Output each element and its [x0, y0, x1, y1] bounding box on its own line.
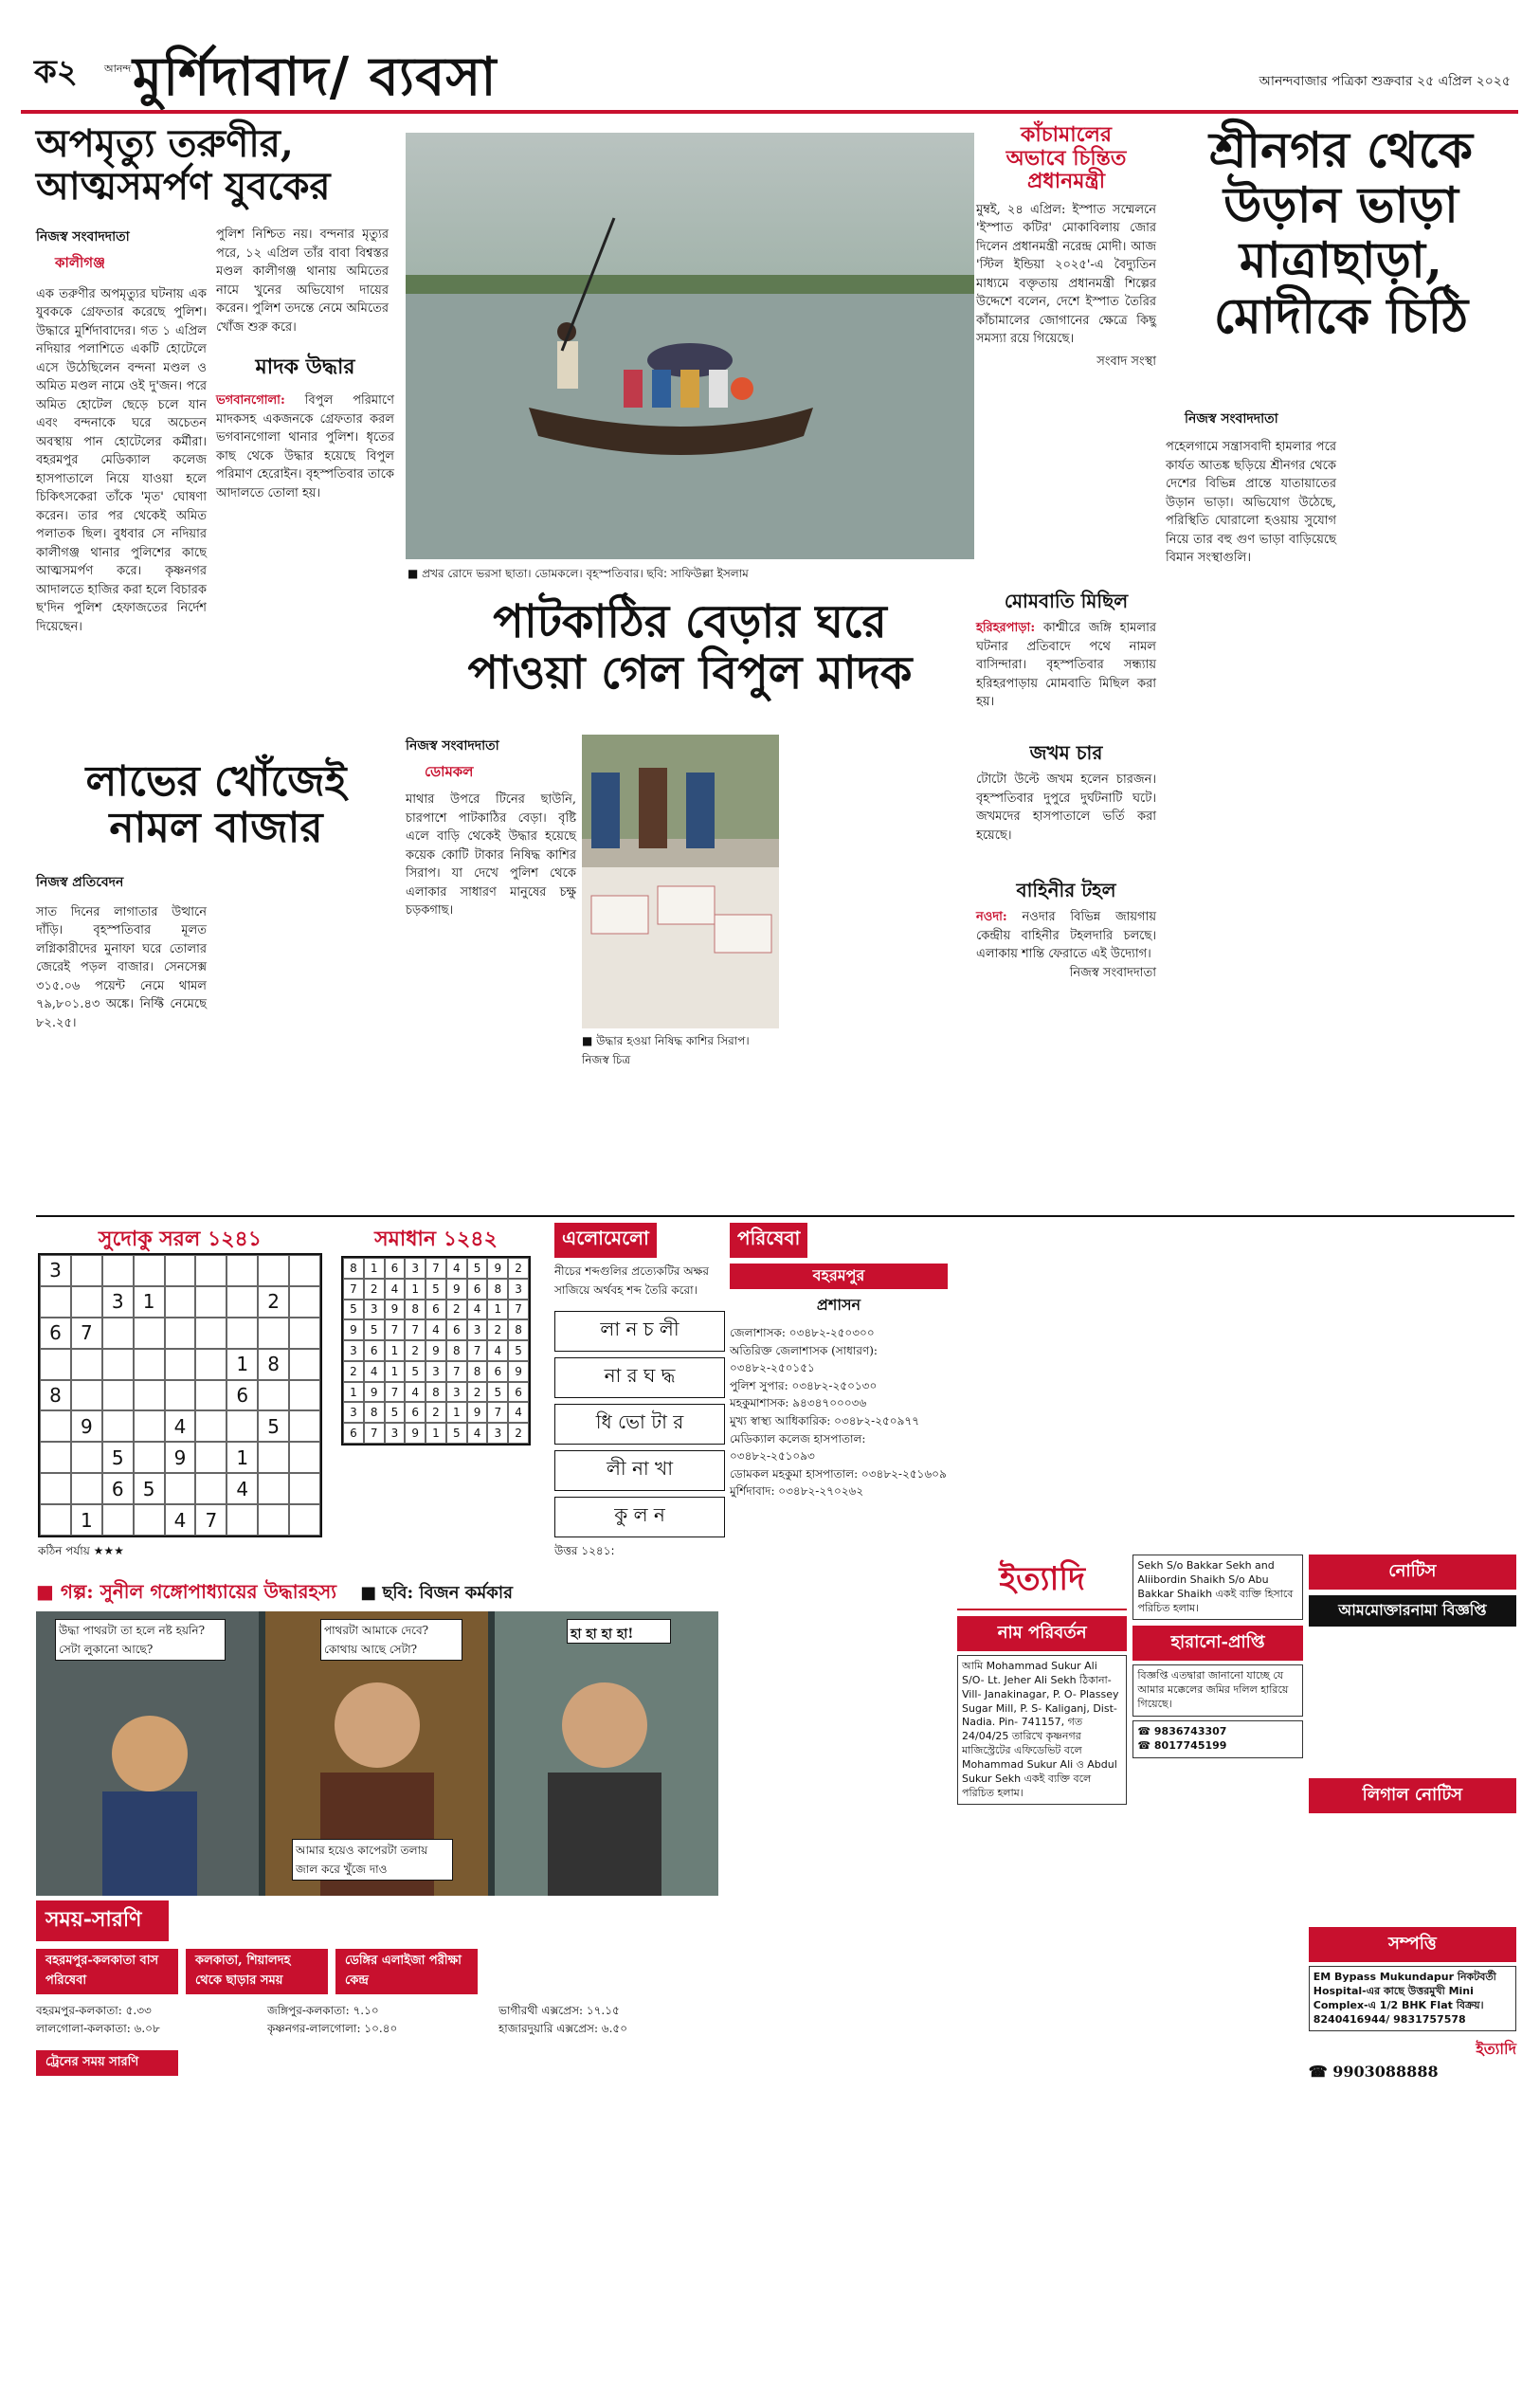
story-jute-body [406, 735, 576, 1209]
headline: অভাবে চিন্তিত [1006, 145, 1127, 171]
sudoku-cell[interactable]: 5 [102, 1442, 134, 1473]
headline: মোমবাতি মিছিল [1004, 590, 1129, 612]
story-body: সাত দিনের লাগাতার উত্থানে দাঁড়ি। বৃহস্পতিবার মূলত লগ্নিকারীদের মুনাফা ঘরে তোলার জেরেই পড়ল বাজার। সেনসেক্স ৩১৫.০৬ পয়েন্ট নেমে থামল ৭৯,৮০১.৪৩ অঙ্কে। নিফ্টি নেমেছে ৮২.২৫। [36, 904, 207, 1030]
jumble-word: ধি ভো টা র [554, 1404, 725, 1445]
solution-cell: 1 [385, 1340, 406, 1361]
sudoku-cell[interactable] [289, 1255, 320, 1286]
route-entry: বহরমপুর-কলকাতা: ৫.৩৩ [36, 2004, 152, 2017]
headline: উড়ান ভাড়া [1223, 176, 1458, 235]
sudoku-cell[interactable]: 6 [40, 1318, 71, 1349]
story-body: বিপুল পরিমাণে মাদকসহ একজনকে গ্রেফতার করল ভগবানগোলা থানার পুলিশ। ধৃতের কাছ থেকে উদ্ধার হয়েছে বিপুল পরিমাণ হেরোইন। বৃহস্পতিবার তাকে আদালতে তোলা হয়। [216, 393, 394, 500]
photo-syrup [582, 735, 779, 1028]
solution-cell: 2 [343, 1361, 364, 1382]
solution-cell: 1 [385, 1361, 406, 1382]
story-srinagar-body [1166, 408, 1516, 1024]
sudoku-cell[interactable]: 5 [134, 1473, 165, 1504]
byline: নিজস্ব সংবাদদাতা [36, 228, 130, 245]
solution-grid [341, 1256, 531, 1446]
solution-cell: 6 [405, 1402, 426, 1423]
solution-cell: 2 [508, 1423, 529, 1444]
sudoku-cell[interactable]: 1 [134, 1286, 165, 1318]
property-notice-title: আমমোক্তারনামা বিজ্ঞপ্তি [1309, 1595, 1516, 1627]
sudoku-cell[interactable]: 7 [71, 1318, 102, 1349]
story-body: নওদার বিভিন্ন জায়গায় কেন্দ্রীয় বাহিনীর টহলদারি চলছে। এলাকায় শান্তি ফেরাতে এই উদ্যোগ। [976, 910, 1156, 961]
photo-boat [406, 133, 974, 559]
solution-cell: 3 [508, 1279, 529, 1300]
subhead: মাদক উদ্ধার [255, 355, 355, 379]
story-injured [976, 739, 1156, 872]
service-entry: মহকুমাশাসক: ৯৪৩৪৭০০০৩৬ [730, 1396, 867, 1410]
headline: প্রধানমন্ত্রী [1026, 169, 1106, 194]
services-section: প্রশাসন [816, 1296, 861, 1314]
jumble-word: কু ল ন [554, 1497, 725, 1537]
sudoku-cell[interactable] [289, 1380, 320, 1411]
headline: মাত্রাছাড়া, [1239, 231, 1443, 290]
headline: জখম চার [1029, 741, 1103, 764]
speech-bubble: পাথরটা আমাকে দেবে? কোথায় আছে সেটা? [320, 1619, 462, 1661]
lost-found-title: হারানো-প্রাপ্তি [1132, 1626, 1302, 1661]
sudoku-cell[interactable] [289, 1318, 320, 1349]
timetable-title: সময়-সারণি [36, 1900, 169, 1941]
sudoku-cell[interactable] [40, 1349, 71, 1380]
sudoku-cell[interactable] [102, 1349, 134, 1380]
solution-title-text: সমাধান ১২৪২ [374, 1227, 498, 1251]
jumble-words [554, 1311, 725, 1537]
solution-cell: 2 [405, 1340, 426, 1361]
sudoku-cell[interactable] [40, 1410, 71, 1442]
story-minister [976, 123, 1156, 578]
sudoku-cell[interactable] [258, 1442, 289, 1473]
route-entry: জঙ্গিপুর-কলকাতা: ৭.১০ [267, 2004, 379, 2017]
sudoku-cell[interactable] [195, 1442, 226, 1473]
solution-cell: 3 [426, 1361, 446, 1382]
jumble-intro: নীচের শব্দগুলির প্রত্যেকটির অক্ষর সাজিয়ে অর্থবহ শব্দ তৈরি করো। [554, 1264, 710, 1297]
sudoku-cell[interactable] [40, 1473, 71, 1504]
solution-cell: 2 [446, 1300, 467, 1320]
solution-cell: 1 [343, 1382, 364, 1403]
routes-list [36, 2002, 718, 2037]
sudoku-cell[interactable]: 1 [226, 1349, 258, 1380]
byline: নিজস্ব প্রতিবেদন [36, 874, 124, 890]
jumble [554, 1223, 725, 1573]
sudoku-cell[interactable]: 4 [165, 1504, 196, 1536]
solution-cell: 1 [426, 1423, 446, 1444]
legal-notice-title: লিগাল নোটিস [1309, 1778, 1516, 1813]
dateline: হরিহরপাড়া: [976, 621, 1036, 635]
sudoku-cell[interactable] [165, 1318, 196, 1349]
headline: মোদীকে চিঠি [1213, 286, 1469, 345]
sudoku-cell[interactable] [195, 1380, 226, 1411]
comic-title: ■ গল্প: সুনীল গঙ্গোপাধ্যায়ের উদ্ধারহস্য [36, 1580, 337, 1603]
solution-cell: 6 [508, 1382, 529, 1403]
solution-cell: 7 [467, 1340, 488, 1361]
logo-mark: আনন্দ [104, 63, 132, 75]
sudoku-cell[interactable] [40, 1504, 71, 1536]
comic-art-credit: ■ ছবি: বিজন কর্মকার [360, 1583, 514, 1603]
solution-cell: 9 [426, 1340, 446, 1361]
sudoku-cell[interactable] [289, 1504, 320, 1536]
sudoku-cell[interactable]: 6 [226, 1380, 258, 1411]
sudoku-cell[interactable] [258, 1318, 289, 1349]
story-body: কাশ্মীরে জঙ্গি হামলার ঘটনার প্রতিবাদে পথে নামল বাসিন্দারা। বৃহস্পতিবার সন্ধ্যায় হরিহরপাড়ায় মোমবাতি মিছিল করা হয়। [976, 621, 1156, 709]
solution-cell: 5 [385, 1402, 406, 1423]
headline: পাটকাঠির বেড়ার ঘরে [493, 595, 887, 648]
solution-cell: 2 [467, 1382, 488, 1403]
sudoku-cell[interactable] [71, 1349, 102, 1380]
service-entry: মুর্শিদাবাদ: ০৩৪৮২-২৭০২৬২ [730, 1484, 864, 1499]
sudoku-cell[interactable] [71, 1286, 102, 1318]
sudoku-cell[interactable]: 1 [226, 1442, 258, 1473]
dateline: কালীগঞ্জ [55, 253, 105, 271]
sudoku-cell[interactable] [102, 1318, 134, 1349]
solution-cell: 7 [487, 1402, 508, 1423]
ads-column [957, 1555, 1516, 2360]
solution-cell: 5 [487, 1382, 508, 1403]
solution-cell: 1 [405, 1279, 426, 1300]
tab-train[interactable]: ট্রেনের সময় সারণি [36, 2050, 178, 2076]
sudoku-cell[interactable] [289, 1442, 320, 1473]
headline: লাভের খোঁজেই [85, 757, 347, 806]
solution-cell: 6 [487, 1361, 508, 1382]
sudoku-cell[interactable] [289, 1349, 320, 1380]
sudoku-cell[interactable] [258, 1504, 289, 1536]
edition-line: আনন্দবাজার পত্রিকা শুক্রবার ২৫ এপ্রিল ২০২৫ [1259, 74, 1511, 89]
solution-cell: 5 [446, 1423, 467, 1444]
services [730, 1223, 948, 2341]
sudoku-cell[interactable] [134, 1410, 165, 1442]
solution-cell: 7 [385, 1319, 406, 1340]
solution-cell: 4 [446, 1258, 467, 1279]
sudoku-cell[interactable]: 9 [71, 1410, 102, 1442]
story-srinagar [1166, 123, 1516, 408]
dateline: ডোমকল [425, 763, 474, 780]
sudoku-cell[interactable] [258, 1380, 289, 1411]
sudoku-cell[interactable]: 8 [258, 1349, 289, 1380]
sudoku-cell[interactable]: 2 [258, 1286, 289, 1318]
solution-cell: 4 [385, 1279, 406, 1300]
agency: সংবাদ সংস্থা [1096, 354, 1156, 369]
headline: নামল বাজার [109, 804, 323, 853]
sudoku-cell[interactable] [71, 1473, 102, 1504]
route-entry: লালগোলা-কলকাতা: ৬.০৮ [36, 2021, 160, 2035]
solution-cell: 9 [364, 1382, 385, 1403]
story-body: মাথার উপরে টিনের ছাউনি, চারপাশে পাটকাঠির বেড়া। বৃষ্টি এলে বাড়ি থেকেই উদ্ধার হয়েছে কয়েক কোটি টাকার নিষিদ্ধ কাশির সিরাপ। যা দেখে পুলিশ থেকে এলাকার সাধারণ মানুষের চক্ষু চড়কগাছ। [406, 792, 576, 918]
solution-cell: 8 [508, 1319, 529, 1340]
solution-cell: 8 [487, 1279, 508, 1300]
sudoku-cell[interactable] [289, 1473, 320, 1504]
solution-cell: 3 [405, 1258, 426, 1279]
sudoku-cell[interactable]: 3 [40, 1255, 71, 1286]
sudoku-cell[interactable] [134, 1504, 165, 1536]
solution-cell: 4 [508, 1402, 529, 1423]
sudoku-cell[interactable] [102, 1380, 134, 1411]
sudoku-cell[interactable] [226, 1286, 258, 1318]
property-title: সম্পত্তি [1309, 1927, 1516, 1962]
solution-cell: 9 [467, 1402, 488, 1423]
solution-cell: 9 [446, 1279, 467, 1300]
solution-cell: 6 [426, 1300, 446, 1320]
headline: অপমৃত্যু তরুণীর, [36, 121, 294, 166]
solution-cell: 5 [426, 1279, 446, 1300]
photo-caption: ■ প্রখর রোদে ভরসা ছাতা। ডোমকলে। বৃহস্পতিবার। ছবি: সাফিউল্লা ইসলাম [408, 567, 749, 580]
byline: নিজস্ব সংবাদদাতা [406, 738, 499, 754]
solution-cell: 7 [343, 1279, 364, 1300]
headline: শ্রীনগর থেকে [1209, 121, 1473, 179]
name-change-title: নাম পরিবর্তন [957, 1616, 1127, 1651]
solution-cell: 1 [364, 1258, 385, 1279]
boat-scene-image [406, 133, 974, 559]
sudoku-cell[interactable] [40, 1442, 71, 1473]
sudoku-cell[interactable]: 4 [226, 1473, 258, 1504]
story-jute [406, 597, 974, 720]
solution-cell: 6 [446, 1319, 467, 1340]
solution-cell: 9 [343, 1319, 364, 1340]
solution-cell: 3 [385, 1423, 406, 1444]
story-candle [976, 588, 1156, 730]
sudoku-cell[interactable] [195, 1318, 226, 1349]
sudoku-cell[interactable] [71, 1442, 102, 1473]
sudoku-cell[interactable] [134, 1255, 165, 1286]
headline: বাহিনীর টহল [1016, 879, 1116, 901]
solution-cell: 6 [364, 1340, 385, 1361]
comic-strip [36, 1611, 718, 1896]
sudoku-cell[interactable] [226, 1255, 258, 1286]
comic-header [36, 1578, 718, 1607]
solution-cell: 3 [467, 1319, 488, 1340]
jumble-word: লী না খা [554, 1450, 725, 1491]
solution-cell: 9 [385, 1300, 406, 1320]
speech-bubble: আমার হয়েও কাপেরটা তলায় জাল করে খুঁজে দাও [292, 1839, 453, 1881]
solution-cell: 4 [487, 1340, 508, 1361]
classified-ad: EM Bypass Mukundapur নিকটবর্তী Hospital-এর কাছে উত্তরমুখী Mini Complex-এ 1/2 BHK Flat বিক্রয়। 8240416944/ 9831757578 [1309, 1966, 1516, 2031]
page-number: ক২ [34, 53, 78, 91]
jumble-answer-label: উত্তর ১২৪১: [554, 1544, 615, 1557]
solution-cell: 7 [385, 1382, 406, 1403]
solution-cell: 3 [343, 1402, 364, 1423]
solution-cell: 3 [487, 1423, 508, 1444]
sudoku-cell[interactable]: 9 [165, 1442, 196, 1473]
classified-ad: আমি Mohammad Sukur Ali S/O- Lt. Jeher Ali Sekh ঠিকানা- Vill- Janakinagar, P. O- Plassey Sugar Mill, P. S- Kaliganj, Dist- Nadia. Pin- 741157, গত 24/04/25 তারিখে কৃষ্ণনগর মাজিস্ট্রেটের এফিডেভিট বলে Mohammad Sukur Ali ও Abdul Sukur Sekh একই ব্যক্তি বলে পরিচিত হলাম। [957, 1655, 1127, 1805]
solution-cell: 2 [364, 1279, 385, 1300]
sudoku-cell[interactable] [165, 1380, 196, 1411]
story-market [36, 758, 396, 1204]
service-entry: অতিরিক্ত জেলাশাসক (সাধারণ): ০৩৪৮২-২৫০১৫১ [730, 1343, 878, 1375]
sudoku-cell[interactable] [226, 1410, 258, 1442]
solution-cell: 1 [487, 1300, 508, 1320]
sudoku-cell[interactable] [258, 1473, 289, 1504]
solution-cell: 6 [343, 1423, 364, 1444]
solution-cell: 4 [467, 1300, 488, 1320]
services-list [730, 1324, 948, 1500]
sudoku-cell[interactable] [195, 1349, 226, 1380]
tab-bus[interactable]: বহরমপুর-কলকাতা বাস পরিষেবা [36, 1949, 178, 1994]
sudoku-cell[interactable] [195, 1473, 226, 1504]
solution-cell: 7 [446, 1361, 467, 1382]
notice-title: নোটিস [1309, 1555, 1516, 1590]
sudoku-cell[interactable] [165, 1473, 196, 1504]
service-entry: ডোমকল মহকুমা হাসপাতাল: ০৩৪৮২-২৫১৬০৯ [730, 1466, 947, 1481]
story-body: মুম্বই, ২৪ এপ্রিল: ইস্পাত সম্মেলনে 'ইস্পাত কটির' মোকাবিলায় জোর দিলেন প্রধানমন্ত্রী নরেন্দ্র মোদী। আজ 'স্টিল ইন্ডিয়া ২০২৫'-এ বৈদ্যুতিন মাধ্যমে বক্তৃতায় প্রধানমন্ত্রী শিল্পের উদ্দেশে বলেন, দেশে ইস্পাত তৈরির কাঁচামালের জোগানের ক্ষেত্রে কিছু সমস্যা রয়ে গিয়েছে। [976, 202, 1156, 347]
classified-ad: Sekh S/o Bakkar Sekh and Aliibordin Shaikh S/o Abu Bakkar Shaikh একই ব্যক্তি হিসাবে পরিচিত হলাম। [1132, 1555, 1302, 1620]
sudoku-cell[interactable] [134, 1442, 165, 1473]
solution-cell: 2 [426, 1402, 446, 1423]
photo-caption: ■ উদ্ধার হওয়া নিষিদ্ধ কাশির সিরাপ। নিজস্ব চিত্র [582, 1034, 750, 1066]
dateline: ভগবানগোলা: [216, 393, 285, 408]
sudoku-cell[interactable] [195, 1410, 226, 1442]
sudoku-cell[interactable]: 8 [40, 1380, 71, 1411]
syrup-seizure-image [582, 735, 779, 1028]
ittadi-logo: ইত্যাদি [957, 1555, 1127, 1610]
solution-cell: 5 [405, 1361, 426, 1382]
solution-cell: 9 [508, 1361, 529, 1382]
solution-cell: 2 [508, 1258, 529, 1279]
service-entry: পুলিশ সুপার: ০৩৪৮২-২৫০১৩০ [730, 1378, 878, 1392]
speech-bubble: উদ্ধা পাথরটা তা হলে নষ্ট হয়নি? সেটা লুকানো আছে? [55, 1619, 226, 1661]
sudoku-cell[interactable] [226, 1318, 258, 1349]
story-patrol [976, 877, 1156, 1047]
headline: কাঁচামালের [1021, 122, 1112, 147]
sudoku-title [38, 1223, 322, 1251]
solution-cell: 1 [446, 1402, 467, 1423]
ittadi-small: ইত্যাদি [1476, 2040, 1516, 2059]
sudoku-cell[interactable]: 3 [102, 1286, 134, 1318]
solution-cell: 9 [405, 1423, 426, 1444]
solution-cell: 6 [385, 1258, 406, 1279]
solution-cell: 7 [426, 1258, 446, 1279]
route-entry: হাজারদুয়ারি এক্সপ্রেস: ৬.৫০ [498, 2021, 628, 2035]
solution-cell: 8 [364, 1402, 385, 1423]
sudoku-cell[interactable] [165, 1349, 196, 1380]
solution-cell: 8 [426, 1382, 446, 1403]
sudoku-cell[interactable] [258, 1255, 289, 1286]
sudoku-cell[interactable] [102, 1504, 134, 1536]
phone-number: ☎ 9836743307 [1137, 1724, 1227, 1737]
story-body: পহেলগামে সন্ত্রাসবাদী হামলার পরে কার্যত আতঙ্ক ছড়িয়ে শ্রীনগর থেকে দেশের বিভিন্ন প্রান্তে যাতায়াতের উড়ান ভাড়া। অভিযোগ উঠেছে, পরিস্থিতি ঘোরালো হওয়ায় সুযোগ নিয়ে তার বহু গুণ ভাড়া বাড়িয়েছে বিমান সংস্থাগুলি। [1166, 440, 1336, 565]
masthead-rule [21, 110, 1518, 114]
solution-cell: 7 [405, 1319, 426, 1340]
solution-cell: 4 [426, 1319, 446, 1340]
sudoku-cell[interactable] [226, 1504, 258, 1536]
sudoku-cell[interactable] [102, 1255, 134, 1286]
sudoku-cell[interactable]: 1 [71, 1504, 102, 1536]
solution-cell: 3 [343, 1340, 364, 1361]
solution-cell: 9 [487, 1258, 508, 1279]
tab-dengue[interactable]: ডেঙ্গির এলাইজা পরীক্ষা কেন্দ্র [335, 1949, 478, 1994]
sudoku-cell[interactable] [195, 1286, 226, 1318]
sudoku-cell[interactable] [289, 1410, 320, 1442]
masthead [21, 28, 1518, 114]
services-subtitle: বহরমপুর [730, 1264, 948, 1289]
sudoku-cell[interactable] [71, 1255, 102, 1286]
solution-title [332, 1223, 540, 1251]
solution-cell: 4 [467, 1423, 488, 1444]
solution-cell: 3 [364, 1300, 385, 1320]
sudoku-cell[interactable] [165, 1255, 196, 1286]
solution-cell: 5 [467, 1258, 488, 1279]
solution-cell: 7 [364, 1423, 385, 1444]
sudoku-cell[interactable] [71, 1380, 102, 1411]
jumble-title: এলোমেলো [554, 1223, 657, 1258]
sudoku-cell[interactable] [134, 1380, 165, 1411]
sudoku-cell[interactable] [289, 1286, 320, 1318]
sudoku-title-text: সুদোকু সরল ১২৪১ [98, 1227, 263, 1251]
sudoku-grid[interactable] [38, 1253, 322, 1537]
story-body: টোটো উল্টে জখম হলেন চারজন। বৃহস্পতিবার দুপুরে দুর্ঘটনাটি ঘটে। জখমদের হাসপাতালে ভর্তি করা হয়েছে। [976, 773, 1156, 843]
service-entry: মেডিক্যাল কলেজ হাসপাতাল: ০৩৪৮২-২৫১০৯৩ [730, 1431, 866, 1464]
solution-cell: 7 [508, 1300, 529, 1320]
section-divider [36, 1215, 1514, 1217]
phone-number: ☎ 8017745199 [1137, 1738, 1227, 1752]
solution-cell: 8 [405, 1300, 426, 1320]
solution-cell: 8 [343, 1258, 364, 1279]
route-entry: কৃষ্ণনগর-লালগোলা: ১০.৪০ [267, 2021, 398, 2035]
solution-cell: 5 [508, 1340, 529, 1361]
timetable [36, 1900, 718, 2355]
section-title: মুর্শিদাবাদ/ ব্যবসা [133, 45, 498, 108]
sudoku-cell[interactable] [102, 1410, 134, 1442]
solution-cell: 3 [446, 1382, 467, 1403]
classified-ad: বিজ্ঞপ্তি এতদ্বারা জানানো যাচ্ছে যে আমার মক্কেলের জমির দলিল হারিয়ে গিয়েছে। [1132, 1664, 1302, 1717]
jumble-word: লা ন চ লী [554, 1311, 725, 1352]
jumble-word: না র ঘ দ্ধ [554, 1357, 725, 1398]
sudoku-cell[interactable]: 4 [165, 1410, 196, 1442]
sudoku-cell[interactable] [165, 1286, 196, 1318]
solution-cell: 5 [364, 1319, 385, 1340]
solution-cell: 4 [364, 1361, 385, 1382]
speech-bubble: হা হা হা হা! [567, 1619, 671, 1644]
story-body: এক তরুণীর অপমৃত্যুর ঘটনায় এক যুবককে গ্রেফতার করেছে পুলিশ। উদ্ধারে মুর্শিদাবাদের। গত ১ এপ্রিল নদিয়ার পলাশিতে একটি হোটেলে এসে উঠেছিলেন বন্দনা মণ্ডল ও অমিত মণ্ডল নামে ওই দু'জন। পরে অমিত হোটেল ছেড়ে চলে যান এবং বন্দনাকে ঘরে অচেতন অবস্থায় পান হোটেলের কর্মীরা। বহরমপুর মেডিক্যাল কলেজ হাসপাতালে নিয়ে যাওয়া হলে চিকিৎসকেরা তাঁকে 'মৃত' ঘোষণা করেন। তার পর থেকেই অমিত পলাতক ছিল। বুধবার সে নদিয়ার কালীগঞ্জ থানার পুলিশের কাছে আত্মসমর্পণ করে। কৃষ্ণনগর আদালতে হাজির করা হলে বিচারক ছ'দিন পুলিশ হেফাজতের নির্দেশ দিয়েছেন। [36, 286, 207, 634]
sudoku-cell[interactable]: 5 [258, 1410, 289, 1442]
headline: আত্মসমর্পণ যুবকের [36, 163, 331, 209]
solution-cell: 4 [405, 1382, 426, 1403]
service-entry: মুখ্য স্বাস্থ্য আধিকারিক: ০৩৪৮২-২৫০৯৭৭ [730, 1413, 919, 1427]
sudoku-cell[interactable] [195, 1255, 226, 1286]
credit: নিজস্ব সংবাদদাতা [1069, 965, 1156, 980]
dateline: নওদা: [976, 910, 1007, 924]
solution-cell: 8 [446, 1340, 467, 1361]
sudoku-cell[interactable] [40, 1286, 71, 1318]
service-entry: জেলাশাসক: ০৩৪৮২-২৫০৩০০ [730, 1326, 875, 1339]
tab-kolkata[interactable]: কলকাতা, শিয়ালদহ থেকে ছাড়ার সময় [186, 1949, 328, 1994]
solution-cell: 2 [487, 1319, 508, 1340]
solution-cell: 5 [343, 1300, 364, 1320]
sudoku-cell[interactable] [134, 1349, 165, 1380]
solution-cell: 6 [467, 1279, 488, 1300]
sudoku-cell[interactable]: 6 [102, 1473, 134, 1504]
headline: পাওয়া গেল বিপুল মাদক [467, 646, 913, 700]
solution-cell: 8 [467, 1361, 488, 1382]
story-drugs-small [216, 351, 394, 749]
sudoku-cell[interactable]: 7 [195, 1504, 226, 1536]
sudoku-rating: কঠিন পর্যায় ★★★ [38, 1544, 124, 1557]
byline: নিজস্ব সংবাদদাতা [1185, 411, 1278, 427]
route-entry: ভাগীরথী এক্সপ্রেস: ১৭.১৫ [498, 2004, 620, 2017]
services-title: পরিষেবা [730, 1223, 807, 1258]
story-body-col2: পুলিশ নিশ্চিত নয়। বন্দনার মৃত্যুর পরে, ১২ এপ্রিল তাঁর বাবা বিশ্বস্তর মণ্ডল কালীগঞ্জ থানায় অমিতের নামে খুনের অভিযোগ দায়ের করেন। পুলিশ তদন্তে নেমে অমিতের খোঁজ শুরু করে। [216, 227, 389, 335]
sudoku-cell[interactable] [134, 1318, 165, 1349]
phone-number: ☎ 9903088888 [1308, 2063, 1439, 2082]
